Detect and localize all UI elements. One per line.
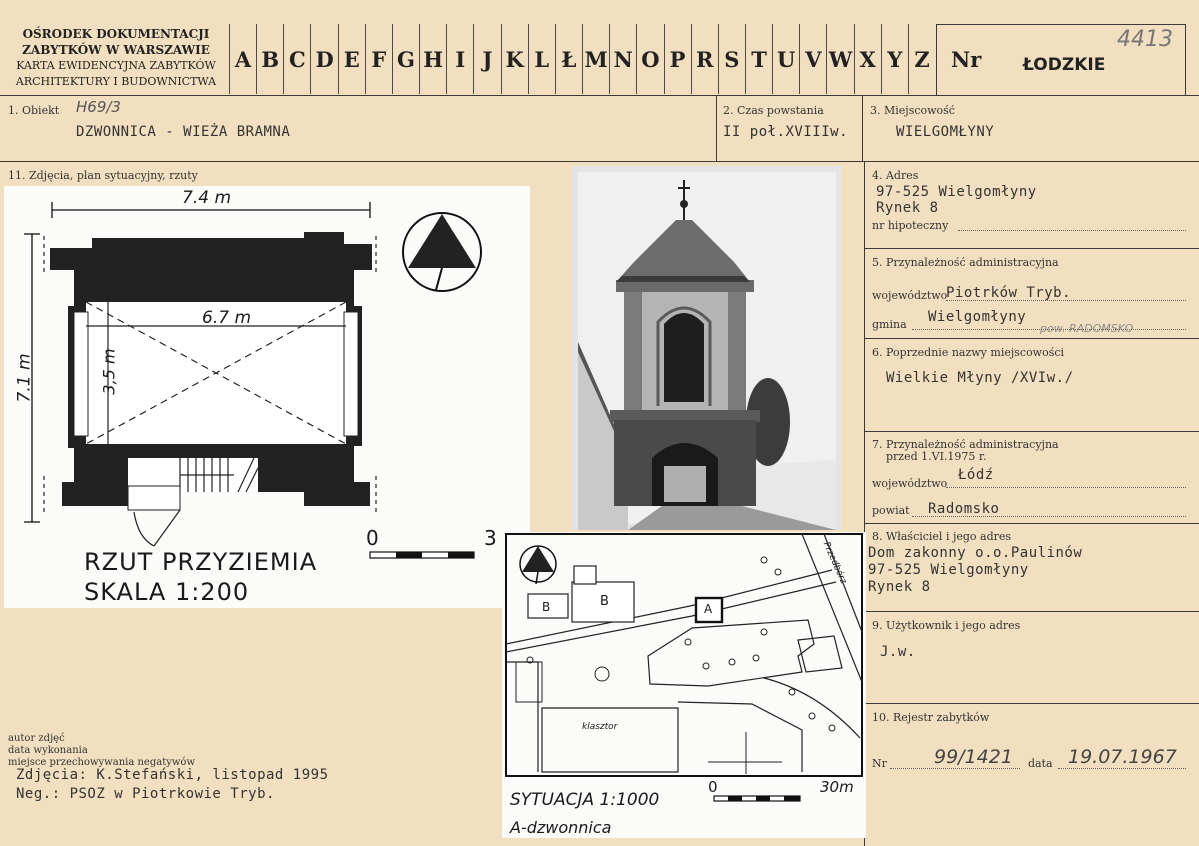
przynal2-label-2: przed 1.VI.1975 r. bbox=[886, 450, 987, 463]
divider bbox=[864, 611, 1199, 612]
gmina-value: Wielgomłyny bbox=[928, 309, 1027, 325]
dotted-line bbox=[1058, 768, 1186, 769]
letter-11: L bbox=[528, 24, 555, 94]
org-block bbox=[4, 26, 228, 90]
situation-scale-zero: 0 bbox=[708, 778, 718, 796]
rejestr-nr-value: 99/1421 bbox=[934, 746, 1013, 768]
obiekt-handwritten: H69/3 bbox=[76, 98, 121, 116]
letter-17: R bbox=[691, 24, 718, 94]
card-line-2: ARCHITEKTURY I BUDOWNICTWA bbox=[15, 75, 217, 88]
letter-12: Ł bbox=[555, 24, 582, 94]
letter-15: O bbox=[636, 24, 663, 94]
rejestr-data-value: 19.07.1967 bbox=[1068, 746, 1177, 768]
divider bbox=[716, 95, 717, 161]
letter-10: K bbox=[501, 24, 528, 94]
letter-20: U bbox=[772, 24, 799, 94]
rejestr-label: 10. Rejestr zabytków bbox=[872, 711, 990, 724]
uzytkownik-value: J.w. bbox=[880, 644, 916, 660]
letter-14: N bbox=[609, 24, 636, 94]
letter-5: F bbox=[365, 24, 392, 94]
wlasciciel-line-1: Dom zakonny o.o.Paulinów bbox=[868, 545, 1083, 561]
divider bbox=[0, 95, 1199, 96]
gmina-handwritten: pow. RADOMSKO bbox=[1040, 322, 1134, 335]
wlasciciel-line-2: 97-525 Wielgomłyny bbox=[868, 562, 1029, 578]
divider bbox=[864, 523, 1199, 524]
adres-line-2: Rynek 8 bbox=[876, 200, 939, 216]
divider bbox=[864, 431, 1199, 432]
letter-22: W bbox=[826, 24, 853, 94]
situation-legend: A-dzwonnica bbox=[510, 818, 612, 837]
woj2-value: Łódź bbox=[958, 467, 994, 483]
dotted-line bbox=[912, 516, 1186, 517]
org-line-2: ZABYTKÓW W WARSZAWIE bbox=[22, 43, 210, 57]
wojewodztwo-value: Piotrków Tryb. bbox=[946, 285, 1072, 301]
plan-dim-inner: 6.7 m bbox=[202, 308, 251, 328]
miejsce-label: miejsce przechowywania negatywów bbox=[8, 757, 195, 768]
plan-scale-end: 3 bbox=[484, 526, 497, 550]
number-box bbox=[936, 24, 1186, 96]
letter-2: C bbox=[283, 24, 310, 94]
letter-19: T bbox=[745, 24, 772, 94]
miejscowosc-label: 3. Miejscowość bbox=[870, 104, 955, 117]
dotted-line bbox=[946, 487, 1186, 488]
floor-plan-drawing bbox=[4, 186, 530, 608]
handwritten-number: 4413 bbox=[1117, 27, 1173, 52]
hipoteczny-label: nr hipoteczny bbox=[872, 219, 949, 232]
letter-0: A bbox=[229, 24, 256, 94]
plan-dim-inner-vertical: 3,5 m bbox=[99, 348, 119, 395]
obiekt-value: DZWONNICA - WIEŻA BRAMNA bbox=[76, 124, 291, 140]
przynal-label: 5. Przynależność administracyjna bbox=[872, 256, 1059, 269]
wojewodztwo-label: województwo bbox=[872, 289, 948, 302]
powiat-label: powiat bbox=[872, 504, 910, 517]
zdjecia-line: Zdjęcia: K.Stefański, listopad 1995 bbox=[16, 767, 329, 783]
situation-label-klasztor: klasztor bbox=[582, 722, 618, 732]
plan-title: RZUT PRZYZIEMIA bbox=[84, 548, 318, 576]
adres-label: 4. Adres bbox=[872, 169, 919, 182]
dotted-line bbox=[946, 300, 1186, 301]
region-label: ŁODZKIE bbox=[1023, 55, 1106, 75]
letter-1: B bbox=[256, 24, 283, 94]
wlasciciel-line-3: Rynek 8 bbox=[868, 579, 931, 595]
rejestr-data-label: data bbox=[1028, 757, 1053, 770]
divider bbox=[864, 338, 1199, 339]
letter-4: E bbox=[338, 24, 365, 94]
tower-photo-image bbox=[572, 166, 842, 530]
zdjecia-label: 11. Zdjęcia, plan sytuacyjny, rzuty bbox=[8, 169, 198, 182]
autor-label: autor zdjęć bbox=[8, 733, 65, 744]
situation-scale-end: 30m bbox=[820, 778, 854, 796]
floor-plan-sheet bbox=[4, 186, 530, 608]
czas-value: II poł.XVIIIw. bbox=[723, 124, 849, 140]
nr-label: Nr bbox=[951, 47, 982, 72]
poprzednie-label: 6. Poprzednie nazwy miejscowości bbox=[872, 346, 1065, 359]
divider bbox=[864, 703, 1199, 704]
org-line-1: OŚRODEK DOKUMENTACJI bbox=[22, 27, 210, 41]
letter-18: S bbox=[718, 24, 745, 94]
plan-scale-zero: 0 bbox=[366, 526, 379, 550]
letter-16: P bbox=[664, 24, 691, 94]
poprzednie-value: Wielkie Młyny /XVIw./ bbox=[886, 370, 1074, 386]
plan-dim-top: 7.4 m bbox=[182, 188, 231, 208]
situation-title: SYTUACJA 1:1000 bbox=[510, 790, 660, 810]
powiat-value: Radomsko bbox=[928, 501, 1000, 517]
przynal2-label-1: 7. Przynależność administracyjna bbox=[872, 438, 1059, 451]
divider bbox=[0, 161, 1199, 162]
letter-25: Z bbox=[908, 24, 935, 94]
dotted-line bbox=[912, 329, 1186, 330]
wlasciciel-label: 8. Właściciel i jego adres bbox=[872, 530, 1012, 543]
situation-label-b1: B bbox=[542, 600, 551, 614]
dotted-line bbox=[958, 230, 1186, 231]
situation-label-street: Przedbórz bbox=[820, 540, 849, 586]
obiekt-label: 1. Obiekt bbox=[8, 104, 60, 117]
letter-3: D bbox=[310, 24, 337, 94]
woj2-label: województwo bbox=[872, 477, 948, 490]
divider bbox=[862, 95, 863, 161]
letter-8: I bbox=[446, 24, 473, 94]
situation-label-b2: B bbox=[600, 594, 609, 609]
letter-7: H bbox=[419, 24, 446, 94]
letter-24: Y bbox=[881, 24, 908, 94]
card-line-1: KARTA EWIDENCYJNA ZABYTKÓW bbox=[16, 59, 216, 72]
situation-plan-sheet bbox=[502, 532, 866, 838]
alphabet-index bbox=[229, 24, 935, 94]
plan-dim-left: 7.1 m bbox=[14, 353, 35, 403]
czas-label: 2. Czas powstania bbox=[723, 104, 824, 117]
letter-9: J bbox=[473, 24, 500, 94]
rejestr-nr-label: Nr bbox=[872, 757, 887, 770]
adres-line-1: 97-525 Wielgomłyny bbox=[876, 184, 1037, 200]
plan-scale: SKALA 1:200 bbox=[84, 578, 250, 606]
letter-13: M bbox=[582, 24, 609, 94]
miejscowosc-value: WIELGOMŁYNY bbox=[896, 124, 995, 140]
letter-6: G bbox=[392, 24, 419, 94]
divider bbox=[864, 248, 1199, 249]
gmina-label: gmina bbox=[872, 318, 907, 331]
situation-label-a: A bbox=[704, 602, 713, 616]
tower-photo bbox=[572, 166, 842, 530]
data-wykonania-label: data wykonania bbox=[8, 745, 88, 756]
uzytkownik-label: 9. Użytkownik i jego adres bbox=[872, 619, 1021, 632]
letter-23: X bbox=[854, 24, 881, 94]
dotted-line bbox=[890, 768, 1020, 769]
negatywy-line: Neg.: PSOZ w Piotrkowie Tryb. bbox=[16, 786, 275, 802]
letter-21: V bbox=[799, 24, 826, 94]
